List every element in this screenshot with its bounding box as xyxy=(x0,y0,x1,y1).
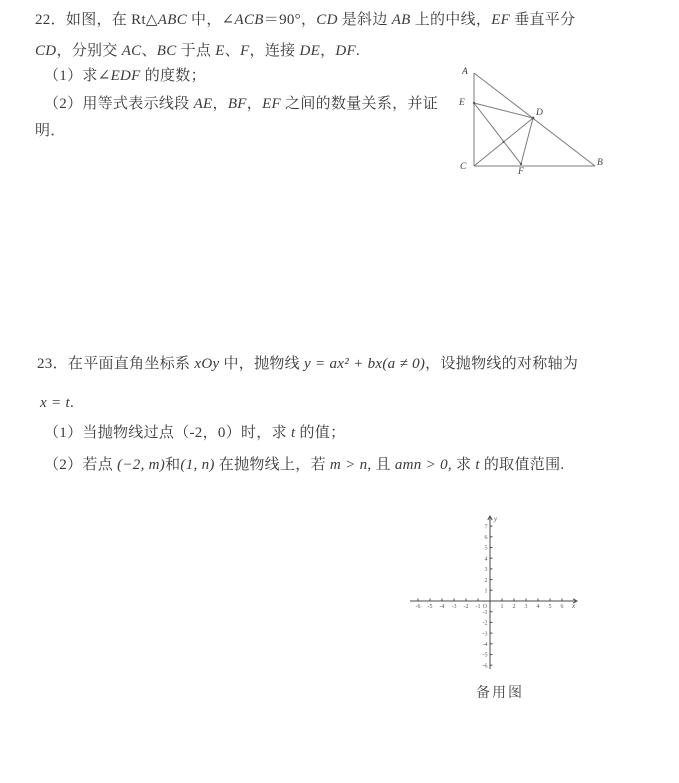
triangle-figure xyxy=(448,58,618,180)
y-tick-label: -6 xyxy=(482,663,488,670)
text-run: 的值； xyxy=(295,425,346,441)
text-run: 于点 xyxy=(176,43,216,59)
vertex-label-f: F xyxy=(518,167,524,177)
text-run: . xyxy=(69,395,75,411)
text-run: 的取值范围. xyxy=(479,457,565,473)
x-tick-label: 2 xyxy=(512,604,516,610)
text-run: 和 xyxy=(165,457,181,473)
text-run: 的度数； xyxy=(140,68,206,84)
p22-line2 xyxy=(35,41,360,61)
x-tick-label: -6 xyxy=(415,604,421,610)
text-run: ， xyxy=(246,96,263,112)
x-tick-label: -1 xyxy=(475,604,481,610)
p22-part2-cont xyxy=(35,121,66,141)
text-run: 之间的数量关系，并证 xyxy=(281,96,439,112)
segment-ab xyxy=(474,73,595,166)
y-tick-label: 5 xyxy=(484,545,488,552)
vertex-label-b: B xyxy=(597,158,603,168)
x-tick-label: 5 xyxy=(548,604,552,610)
math-run: (−2, m) xyxy=(117,457,166,473)
y-tick-label: -4 xyxy=(482,642,488,648)
point-d xyxy=(532,117,535,120)
text-run: 明． xyxy=(35,123,66,139)
p23-line1 xyxy=(37,354,578,374)
point-ef-cd-intersection xyxy=(502,141,504,143)
x-tick-label: 6 xyxy=(560,604,564,610)
math-run: CD xyxy=(35,43,57,59)
p23-part2 xyxy=(44,455,564,475)
text-run: 在抛物线上，若 xyxy=(214,457,330,473)
text-run: ，连接 xyxy=(249,43,300,59)
point-f xyxy=(520,163,522,165)
x-tick-label: 4 xyxy=(536,604,540,610)
math-run: xOy xyxy=(194,356,220,372)
math-run: (1, n) xyxy=(180,457,215,473)
math-run: ABC xyxy=(157,12,187,28)
point-e xyxy=(473,102,475,104)
math-run: EF xyxy=(262,96,281,112)
p23-line2 xyxy=(40,393,74,413)
text-run: （1）求∠ xyxy=(44,68,111,84)
x-tick-label: -2 xyxy=(463,604,469,610)
text-run: 、 xyxy=(141,43,157,59)
x-tick-label: 3 xyxy=(524,604,528,610)
text-run: （2）若点 xyxy=(44,457,118,473)
y-tick-label: 3 xyxy=(484,567,488,574)
math-run: AB xyxy=(391,12,411,28)
text-run: 垂直平分 xyxy=(510,12,576,28)
y-tick-label: -5 xyxy=(482,652,488,659)
math-run: DE xyxy=(299,43,321,59)
y-tick-label: 4 xyxy=(484,556,488,563)
origin-label: O xyxy=(482,604,487,610)
y-axis-label: y xyxy=(494,515,498,523)
y-tick-label: -2 xyxy=(482,620,488,627)
math-run: F xyxy=(240,43,250,59)
vertex-label-e: E xyxy=(459,98,465,108)
p22-part1 xyxy=(44,66,206,86)
text-run: （2）用等式表示线段 xyxy=(44,96,194,112)
math-run: E xyxy=(215,43,225,59)
x-tick-label: -5 xyxy=(427,604,433,610)
coordinate-grid-figure xyxy=(403,512,587,674)
math-run: y = ax² + bx(a ≠ 0) xyxy=(304,356,426,372)
text-run: 中，∠ xyxy=(187,12,235,28)
x-tick-label: 1 xyxy=(500,604,504,610)
text-run: , 且 xyxy=(367,457,395,473)
math-run: EDF xyxy=(110,68,141,84)
figure-caption: 备用图 xyxy=(476,686,524,701)
vertex-label-a: A xyxy=(462,67,468,77)
math-run: t xyxy=(475,457,480,473)
x-tick-label: -4 xyxy=(439,604,445,610)
vertex-label-d: D xyxy=(536,108,543,118)
x-tick-label: -3 xyxy=(451,604,457,610)
x-axis-label: x xyxy=(572,602,576,610)
y-tick-label: 1 xyxy=(484,588,488,595)
text-run: ，设抛物线的对称轴为 xyxy=(425,356,579,372)
text-run: , 求 xyxy=(447,457,476,473)
math-run: ACB xyxy=(234,12,264,28)
math-run: BF xyxy=(227,96,247,112)
text-run: 上的中线， xyxy=(410,12,492,28)
math-run: AE xyxy=(193,96,213,112)
text-run: ， xyxy=(320,43,336,59)
p22-part2 xyxy=(44,94,438,114)
text-run: 是斜边 xyxy=(337,12,392,28)
y-tick-label: 7 xyxy=(484,524,488,531)
math-run: DF xyxy=(335,43,357,59)
text-run: 中，抛物线 xyxy=(219,356,305,372)
y-tick-label: 6 xyxy=(484,535,488,541)
math-run: amn > 0 xyxy=(394,457,448,473)
math-run: t xyxy=(290,425,296,441)
text-run: 、 xyxy=(224,43,241,59)
y-tick-label: 2 xyxy=(484,577,488,584)
text-run: ＝90°， xyxy=(263,12,317,28)
math-run: m > n xyxy=(329,457,368,473)
text-run: ， xyxy=(212,96,228,112)
text-run: . xyxy=(356,43,361,59)
math-run: BC xyxy=(156,43,177,59)
text-run: 23．在平面直角坐标系 xyxy=(37,356,195,372)
math-run: x = t xyxy=(40,395,70,411)
text-run: ，分别交 xyxy=(56,43,122,59)
math-run: CD xyxy=(316,12,338,28)
segment-df xyxy=(521,118,533,164)
vertex-label-c: C xyxy=(460,162,467,172)
y-tick-label: -1 xyxy=(482,609,488,616)
p23-part1 xyxy=(44,423,345,443)
segment-ed xyxy=(474,103,533,118)
text-run: 22．如图，在 Rt△ xyxy=(35,12,158,28)
y-tick-label: -3 xyxy=(482,631,488,638)
math-run: AC xyxy=(121,43,142,59)
math-run: EF xyxy=(491,12,511,28)
text-run: （1）当抛物线过点（-2，0）时，求 xyxy=(44,425,291,441)
p22-line1 xyxy=(35,10,575,30)
